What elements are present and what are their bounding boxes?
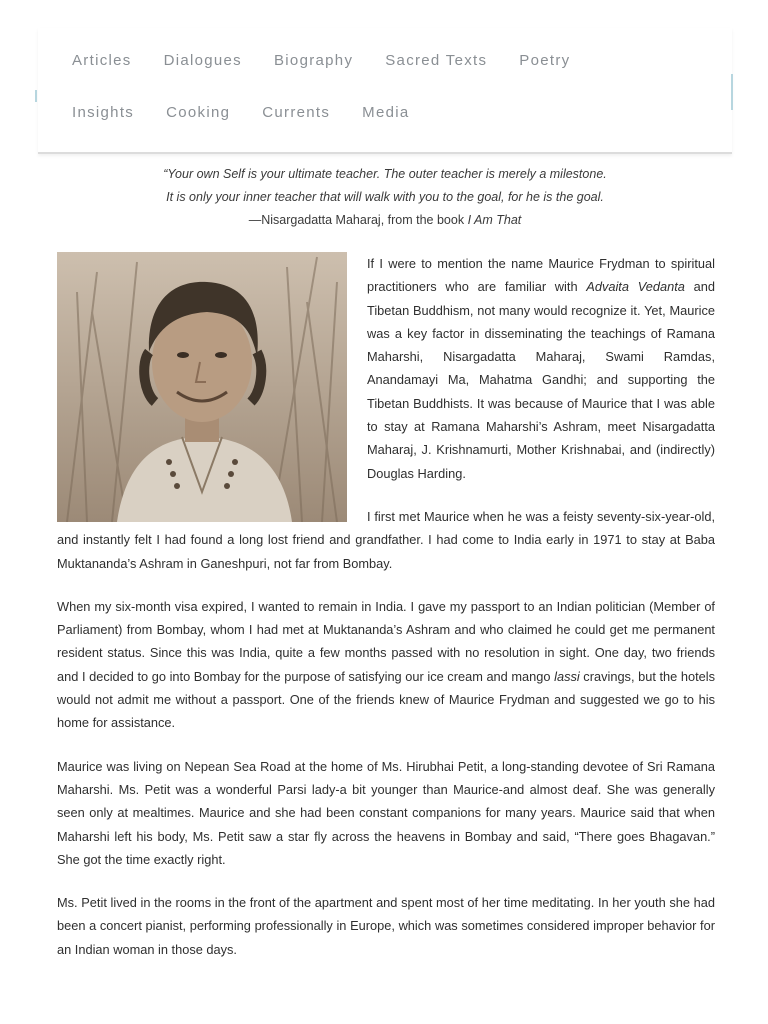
nav-item-cooking[interactable]: Cooking	[166, 104, 231, 121]
nav-item-media[interactable]: Media	[362, 104, 410, 121]
paragraph-4: Maurice was living on Nepean Sea Road at the home of Ms. Hirubhai Petit, a long-standing devotee of Sri Ramana Maharshi. Ms. Petit was a wonderful Parsi lady-a bit younger than Maurice-and almost deaf. She was generally seen only at mealtimes. Maurice and she had been constant companions for many years. Maurice said that when Maharshi left his body, Ms. Petit saw a star fly across the heavens in Bombay and said, “There goes Bhagavan.” She got the time exactly right.	[57, 758, 715, 867]
nav-row-2	[72, 104, 410, 121]
nav-item-dialogues[interactable]: Dialogues	[163, 52, 242, 69]
nav-item-articles[interactable]: Articles	[72, 52, 132, 69]
p3-emphasis: lassi	[554, 668, 580, 684]
p1-text-b: and Tibetan Buddhism, not many would recognize it. Yet, Maurice was a key factor in disseminating the teachings of Ramana Maharshi, Nisargadatta Maharaj, Swami Ramdas, Anandamayi Ma, Mahatma Gandhi; and supporting the Tibetan Buddhists. It was because of Maurice that I was able to stay at Ramana Maharshi’s Ashram, meet Nisargadatta Maharaj, J. Krishnamurti, Mother Krishnabai, and (indirectly) Douglas Harding.	[367, 279, 715, 481]
nav-accent-divider-right	[731, 74, 733, 110]
quote-line-1: “Your own Self is your ultimate teacher. The outer teacher is merely a milestone.	[163, 167, 607, 181]
quote-citation	[38, 209, 732, 232]
nav-item-biography[interactable]: Biography	[274, 52, 354, 69]
p3-text-a: When my six-month visa expired, I wanted to remain in India. I gave my passport to an Indian politician (Member of Parliament) from Bombay, whom I had met at Muktananda’s Ashram and who claimed he could get me permanent resident status. Since this was India, quite a few months passed with no resolution in sight. One day, two friends and I decided to go into Bombay for the purpose of satisfying our ice cream and mango	[57, 598, 715, 684]
epigraph-quote	[38, 163, 732, 232]
nav-item-insights[interactable]: Insights	[72, 104, 135, 121]
p3-text-b: cravings, but the hotels would not admit me without a passport. One of the friends knew of Maurice Frydman and suggested we go to his home for assistance.	[57, 668, 716, 731]
nav-item-poetry[interactable]: Poetry	[519, 52, 571, 69]
p1-text-a: If I were to mention the name Maurice Frydman to spiritual practitioners who are familiar with	[367, 256, 715, 295]
main-nav	[38, 28, 732, 154]
quote-line-2: It is only your inner teacher that will walk with you to the goal, for he is the goal.	[166, 190, 604, 204]
nav-item-sacred-texts[interactable]: Sacred Texts	[385, 52, 488, 69]
portrait-illustration	[57, 252, 347, 522]
paragraph-2: I first met Maurice when he was a feisty seventy-six-year-old, and instantly felt I had found a long lost friend and grandfather. I had come to India early in 1971 to stay at Baba Muktananda’s Ashram in Ganeshpuri, not far from Bombay.	[57, 508, 715, 571]
portrait-photo	[57, 252, 347, 522]
nav-item-currents[interactable]: Currents	[262, 104, 331, 121]
article-body	[57, 252, 715, 981]
paragraph-3	[57, 595, 715, 735]
p1-emphasis: Advaita Vedanta	[586, 279, 685, 295]
paragraph-5: Ms. Petit lived in the rooms in the front of the apartment and spent most of her time meditating. In her youth she had been a concert pianist, performing professionally in Europe, which was sometimes considered improper behavior for an Indian woman in those days.	[57, 895, 715, 957]
citation-book-title: I Am That	[467, 213, 522, 227]
nav-accent-divider-left	[35, 90, 37, 102]
nav-row-1	[72, 52, 570, 69]
citation-prefix: —Nisargadatta Maharaj, from the book	[248, 213, 468, 227]
